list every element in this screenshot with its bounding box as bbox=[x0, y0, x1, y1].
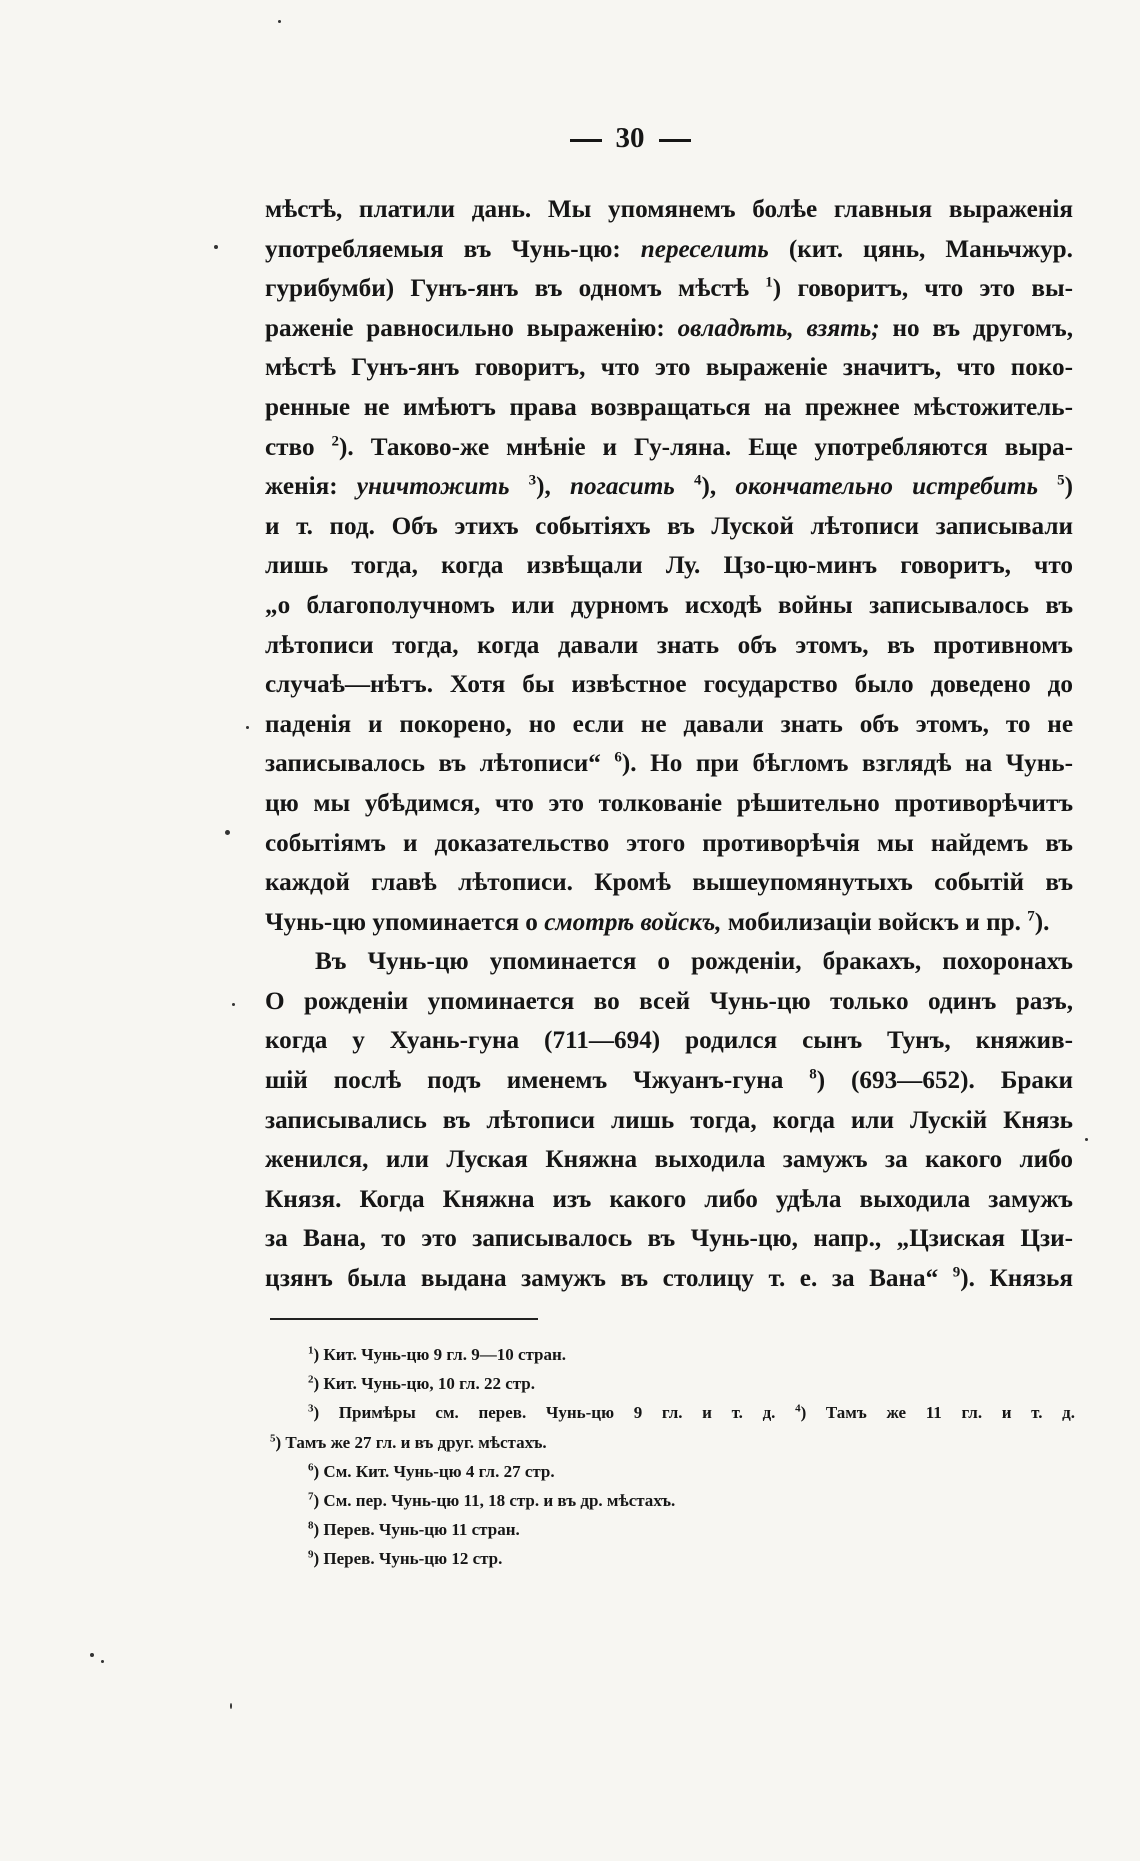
footnote-line bbox=[270, 1369, 1075, 1398]
text-run: шій послѣ подъ именемъ Чжуанъ-гуна bbox=[265, 1067, 810, 1095]
text-run: ) (693—652). Браки bbox=[816, 1067, 1073, 1095]
text-run: употребляемыя въ Чунь-цю: bbox=[265, 235, 641, 263]
body-line bbox=[265, 1140, 1073, 1180]
text-run: лѣтописи тогда, когда давали знать объ этомъ, въ противномъ bbox=[265, 631, 1073, 659]
text-run: но въ другомъ, bbox=[879, 314, 1074, 342]
footnote-ref: 2 bbox=[331, 433, 340, 450]
body-line bbox=[265, 348, 1073, 388]
footnote-ref: 1 bbox=[308, 1344, 314, 1357]
body-line bbox=[265, 230, 1073, 270]
scan-speck bbox=[101, 1660, 104, 1663]
footnote-ref: 9 bbox=[308, 1548, 314, 1561]
text-run: ) Тамъ же 11 гл. и т. д. bbox=[800, 1403, 1075, 1423]
text-run: ство bbox=[265, 433, 332, 461]
page-number-dash-left bbox=[570, 139, 602, 142]
scan-speck bbox=[225, 830, 230, 835]
footnote-ref: 9 bbox=[952, 1264, 961, 1281]
body-line bbox=[265, 1180, 1073, 1220]
italic-term: уничтожить bbox=[356, 473, 510, 501]
page-number-dash-right bbox=[659, 139, 691, 142]
footnote-rule bbox=[270, 1318, 538, 1320]
body-line bbox=[265, 1021, 1073, 1061]
body-line bbox=[265, 665, 1073, 705]
text-run bbox=[1038, 473, 1057, 500]
body-line bbox=[265, 507, 1073, 547]
italic-term: смотрѣ войскъ, bbox=[544, 908, 722, 936]
text-run: за Вана, то это записывалось въ Чунь-цю, напр., „Цзиская Цзи- bbox=[265, 1225, 1073, 1253]
footnote-ref: 1 bbox=[765, 274, 773, 291]
text-run: ). Таково-же мнѣніе и Гу-ляна. Еще употребляются выра- bbox=[339, 433, 1073, 461]
footnote-ref: 5 bbox=[1057, 472, 1065, 489]
text-run: мѣстѣ Гунъ-янъ говоритъ, что это выраженіе значитъ, что поко- bbox=[265, 354, 1073, 382]
text-run: ) См. пер. Чунь-цю 11, 18 стр. и въ др. мѣстахъ. bbox=[313, 1491, 676, 1511]
body-line bbox=[265, 942, 1073, 982]
body-line bbox=[265, 388, 1073, 428]
footnote-ref: 4 bbox=[693, 472, 702, 489]
footnote-line bbox=[270, 1515, 1075, 1544]
text-run: и т. под. Объ этихъ событіяхъ въ Луской лѣтописи записывали bbox=[265, 512, 1073, 540]
text-run: Въ Чунь-цю упоминается о рожденіи, бракахъ, похоронахъ bbox=[315, 948, 1073, 976]
text-run: паденія и покорено, но если не давали знать объ этомъ, то не bbox=[265, 710, 1073, 738]
text-run: ренные не имѣютъ права возвращаться на прежнее мѣстожитель- bbox=[265, 393, 1073, 421]
footnote-ref: 5 bbox=[270, 1431, 276, 1444]
text-run: ), bbox=[536, 473, 571, 501]
text-run: цю мы убѣдимся, что это толкованіе рѣшительно противорѣчитъ bbox=[265, 789, 1073, 817]
body-line bbox=[265, 863, 1073, 903]
text-run: лишь тогда, когда извѣщали Лу. Цзо-цю-минъ говоритъ, что bbox=[265, 552, 1073, 580]
text-run: О рожденіи упоминается во всей Чунь-цю только одинъ разъ, bbox=[265, 987, 1073, 1015]
footnote-line bbox=[270, 1428, 1075, 1457]
text-run: Князя. Когда Княжна изъ какого либо удѣла выходила замужъ bbox=[265, 1185, 1073, 1213]
body-text bbox=[265, 190, 1073, 1299]
text-run: ) Перев. Чунь-цю 12 стр. bbox=[313, 1549, 503, 1569]
footnote-ref: 6 bbox=[308, 1461, 314, 1474]
footnote-ref: 6 bbox=[614, 749, 622, 766]
footnote-line bbox=[270, 1398, 1075, 1427]
scan-speck bbox=[278, 20, 281, 23]
body-line bbox=[265, 309, 1073, 349]
italic-term: овладѣть, взять; bbox=[677, 314, 880, 342]
footnote-line bbox=[270, 1340, 1075, 1369]
text-run: гурибумби) Гунъ-янъ въ одномъ мѣстѣ bbox=[265, 275, 766, 303]
scan-speck bbox=[232, 1003, 235, 1006]
footnote-ref: 3 bbox=[528, 472, 537, 489]
text-run: ) Перев. Чунь-цю 11 стран. bbox=[313, 1520, 520, 1540]
footnote-ref: 8 bbox=[308, 1519, 314, 1532]
text-run: ) Кит. Чунь-цю 9 гл. 9—10 стран. bbox=[313, 1345, 567, 1364]
footnote-ref: 2 bbox=[308, 1373, 314, 1386]
text-run: ). Но при бѣгломъ взглядѣ на Чунь- bbox=[621, 750, 1073, 778]
body-line bbox=[265, 546, 1073, 586]
text-run: ). bbox=[1034, 908, 1050, 936]
text-run bbox=[510, 473, 529, 500]
footnote-ref: 3 bbox=[308, 1402, 314, 1415]
body-line bbox=[265, 744, 1073, 784]
text-run: когда у Хуань-гуна (711—694) родился сынъ Тунъ, княжив- bbox=[265, 1027, 1073, 1055]
body-line bbox=[265, 824, 1073, 864]
scan-speck bbox=[1085, 1138, 1088, 1141]
text-run: случаѣ—нѣтъ. Хотя бы извѣстное государство было доведено до bbox=[265, 671, 1073, 699]
body-line bbox=[265, 705, 1073, 745]
body-line bbox=[265, 784, 1073, 824]
italic-term: погасить bbox=[570, 473, 675, 501]
text-run: „о благополучномъ или дурномъ исходѣ войны записывалось въ bbox=[265, 591, 1073, 619]
page-number-value: 30 bbox=[615, 122, 645, 154]
body-line bbox=[265, 626, 1073, 666]
footnote-line bbox=[270, 1457, 1075, 1486]
text-run: ), bbox=[701, 473, 736, 501]
footnotes bbox=[270, 1340, 1075, 1574]
text-run: событіямъ и доказательство этого противорѣчія мы найдемъ въ bbox=[265, 829, 1073, 857]
text-run: мобилизаціи войскъ и пр. bbox=[721, 908, 1028, 936]
scan-speck bbox=[90, 1653, 94, 1657]
italic-term: окончательно истребить bbox=[735, 473, 1038, 501]
text-run: женія: bbox=[265, 473, 357, 501]
body-line bbox=[265, 269, 1073, 309]
body-line bbox=[265, 1061, 1073, 1101]
footnote-ref: 4 bbox=[795, 1402, 801, 1415]
scan-speck bbox=[230, 1703, 232, 1709]
body-line bbox=[265, 467, 1073, 507]
text-run: ) Тамъ же 27 гл. и въ друг. мѣстахъ. bbox=[275, 1432, 547, 1452]
footnote-ref: 7 bbox=[1027, 908, 1035, 925]
text-run: женился, или Луская Княжна выходила замужъ за какого либо bbox=[265, 1146, 1073, 1174]
footnote-ref: 8 bbox=[809, 1066, 817, 1083]
footnote-line bbox=[270, 1544, 1075, 1573]
text-run: Чунь-цю упоминается о bbox=[265, 908, 545, 936]
text-run: цзянъ была выдана замужъ въ столицу т. е. за Вана“ bbox=[265, 1265, 953, 1293]
text-run: записывались въ лѣтописи лишь тогда, когда или Лускій Князь bbox=[265, 1106, 1073, 1134]
body-line bbox=[265, 903, 1073, 943]
text-run: ) См. Кит. Чунь-цю 4 гл. 27 стр. bbox=[313, 1461, 555, 1481]
text-run: ). Князья bbox=[960, 1265, 1073, 1293]
text-run bbox=[675, 473, 694, 500]
body-line bbox=[265, 1219, 1073, 1259]
footnote-line bbox=[270, 1486, 1075, 1515]
text-run: мѣстѣ, платили дань. Мы упомянемъ болѣе главныя выраженія bbox=[265, 196, 1073, 223]
body-line bbox=[265, 428, 1073, 468]
italic-term: переселить bbox=[640, 235, 769, 263]
text-run: записывалось въ лѣтописи“ bbox=[265, 750, 615, 778]
page-number bbox=[0, 122, 1140, 155]
text-run: ) Кит. Чунь-цю, 10 гл. 22 стр. bbox=[313, 1374, 536, 1394]
body-line bbox=[265, 586, 1073, 626]
body-line bbox=[265, 982, 1073, 1022]
text-run: раженіе равносильно выраженію: bbox=[265, 314, 678, 342]
scan-speck bbox=[214, 245, 218, 249]
text-run: ) Примѣры см. перев. Чунь-цю 9 гл. и т. д. bbox=[313, 1403, 796, 1423]
text-run: ) bbox=[1064, 473, 1074, 501]
text-run: (кит. цянь, Маньчжур. bbox=[768, 235, 1073, 263]
body-line bbox=[265, 1259, 1073, 1299]
body-line bbox=[265, 190, 1073, 230]
text-run: ) говоритъ, что это вы- bbox=[772, 275, 1074, 303]
scan-speck bbox=[246, 726, 249, 729]
text-run: каждой главѣ лѣтописи. Кромѣ вышеупомянутыхъ событій въ bbox=[265, 869, 1073, 897]
footnote-ref: 7 bbox=[308, 1490, 314, 1503]
body-line bbox=[265, 1101, 1073, 1141]
